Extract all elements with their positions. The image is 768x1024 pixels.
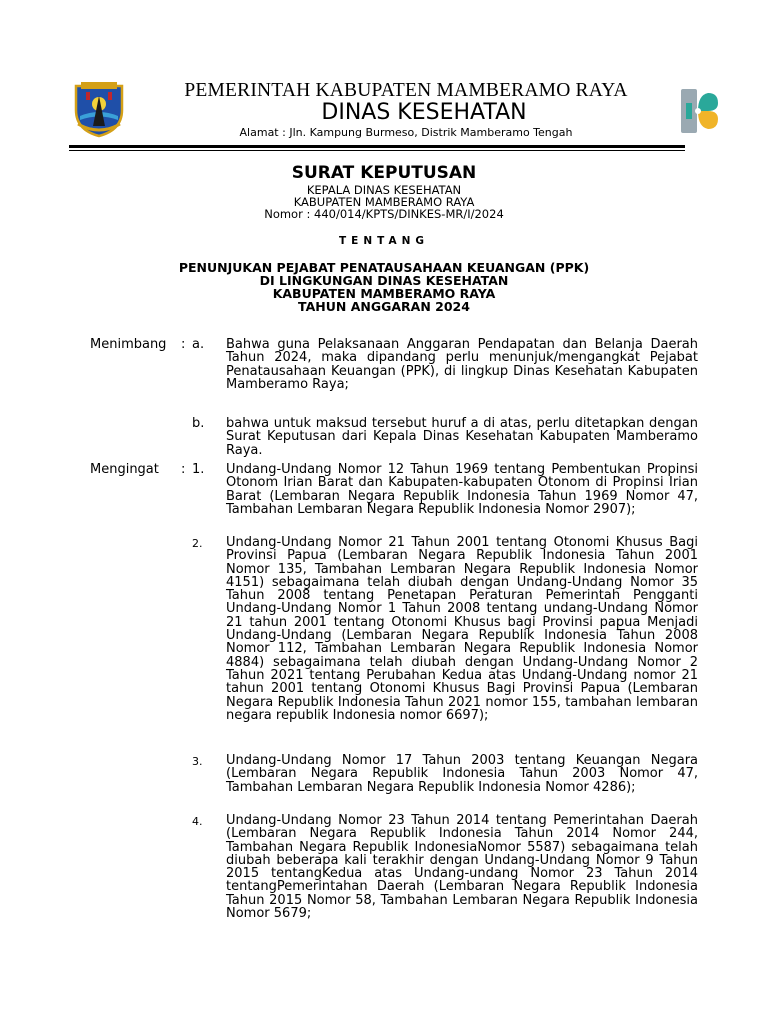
menimbang-label: Menimbang bbox=[90, 337, 167, 352]
mengingat-item-1: Undang-Undang Nomor 12 Tahun 1969 tentang Pembentukan Propinsi Otonom Irian Barat dan Kabupaten-kabupaten Otonom di Propinsi Irian Barat (Lembaran Negara Republik Indonesia Tahun 1969 Nomor 47, Tambahan Lembaran Negara Republik Indonesia Nomor 2907); bbox=[226, 462, 698, 517]
mengingat-item-4: Undang-Undang Nomor 23 Tahun 2014 tentang Pemerintahan Daerah (Lembaran Negara Republik Indonesia Tahun 2014 Nomor 244, Tambahan Negara Republik IndonesiaNomor 5587) sebagaimana telah diubah beberapa kali terakhir dengan Undang-Undang Nomor 9 Tahun 2015 tentangKedua atas Undang-undang Nomor 23 Tahun 2014 tentangPemerintahan Daerah (Lembaran Negara Republik Indonesia Tahun 2015 Nomor 58, Tambahan Lembaran Negara Republik Indonesia Nomor 5679; bbox=[226, 813, 698, 922]
menimbang-item-a: Bahwa guna Pelaksanaan Anggaran Pendapatan dan Belanja Daerah Tahun 2024, maka dipandang perlu menunjuk/mengangkat Pejabat Penatausahaan Keuangan (PPK), di lingkup Dinas Kesehatan Kabupaten Mamberamo Raya; bbox=[226, 337, 698, 392]
issuer-line-2: KABUPATEN MAMBERAMO RAYA bbox=[293, 195, 475, 209]
subject-line-1: PENUNJUKAN PEJABAT PENATAUSAHAAN KEUANGAN (PPK) bbox=[178, 260, 590, 275]
decree-number: Nomor : 440/014/KPTS/DINKES-MR/I/2024 bbox=[264, 207, 504, 221]
mengingat-marker-4: 4. bbox=[192, 815, 203, 828]
mengingat-label: Mengingat bbox=[90, 462, 159, 477]
issuer-line-1: KEPALA DINAS KESEHATAN bbox=[306, 183, 462, 197]
letterhead-rule-thick bbox=[69, 145, 685, 148]
mengingat-marker-2: 2. bbox=[192, 537, 203, 550]
menimbang-colon: : bbox=[181, 337, 186, 352]
mengingat-item-2: Undang-Undang Nomor 21 Tahun 2001 tentang Otonomi Khusus Bagi Provinsi Papua (Lembaran Negara Republik Indonesia Tahun 2001 Nomor 135, Tambahan Lembaran Negara Republik Indonesia Nomor 4151) sebagaimana telah diubah dengan Undang-Undang Nomor 35 Tahun 2008 tentang Penetapan Peraturan Pemerintah Pengganti Undang-Undang Nomor 1 Tahun 2008 tentang undang-Undang Nomor 21 tahun 2001 tentang Otonomi Khusus bagi Provinsi papua Menjadi Undang-Undang (Lembaran Negara Republik Indonesia Tahun 2008 Nomor 112, Tambahan Lembaran Negara Republik Indonesia Nomor 4884) sebagaimana telah diubah dengan Undang-Undang Nomor 2 Tahun 2021 tentang Perubahan Kedua atas Undang-Undang nomor 21 tahun 2001 tentang Otonomi Khusus Bagi Provinsi Papua (Lembaran Negara Republik Indonesia Tahun 2021 nomor 155, tambahan lembaran negara republik Indonesia nomor 6697); bbox=[226, 535, 698, 723]
office-address: Alamat : Jln. Kampung Burmeso, Distrik Mamberamo Tengah bbox=[239, 126, 573, 139]
about-heading: TENTANG bbox=[338, 235, 429, 247]
letterhead-rule-thin bbox=[69, 150, 685, 151]
mengingat-marker-3: 3. bbox=[192, 755, 203, 768]
department-name: DINAS KESEHATAN bbox=[321, 100, 527, 125]
subject-line-4: TAHUN ANGGARAN 2024 bbox=[298, 299, 470, 314]
mengingat-item-3: Undang-Undang Nomor 17 Tahun 2003 tentang Keuangan Negara (Lembaran Negara Republik Indonesia Tahun 2003 Nomor 47, Tambahan Lembaran Negara Republik Indonesia Nomor 4286); bbox=[226, 753, 698, 795]
decree-title: SURAT KEPUTUSAN bbox=[291, 163, 477, 183]
menimbang-marker-a: a. bbox=[192, 337, 205, 352]
subject-line-2: DI LINGKUNGAN DINAS KESEHATAN bbox=[259, 273, 509, 288]
menimbang-item-b: bahwa untuk maksud tersebut huruf a di atas, perlu ditetapkan dengan Surat Keputusan dari Kepala Dinas Kesehatan Kabupaten Mamberamo Raya. bbox=[226, 416, 698, 458]
mengingat-marker-1: 1. bbox=[192, 462, 205, 477]
subject-line-3: KABUPATEN MAMBERAMO RAYA bbox=[272, 286, 496, 301]
government-name: PEMERINTAH KABUPATEN MAMBERAMO RAYA bbox=[184, 80, 628, 101]
mengingat-colon: : bbox=[181, 462, 186, 477]
menimbang-marker-b: b. bbox=[192, 416, 205, 431]
